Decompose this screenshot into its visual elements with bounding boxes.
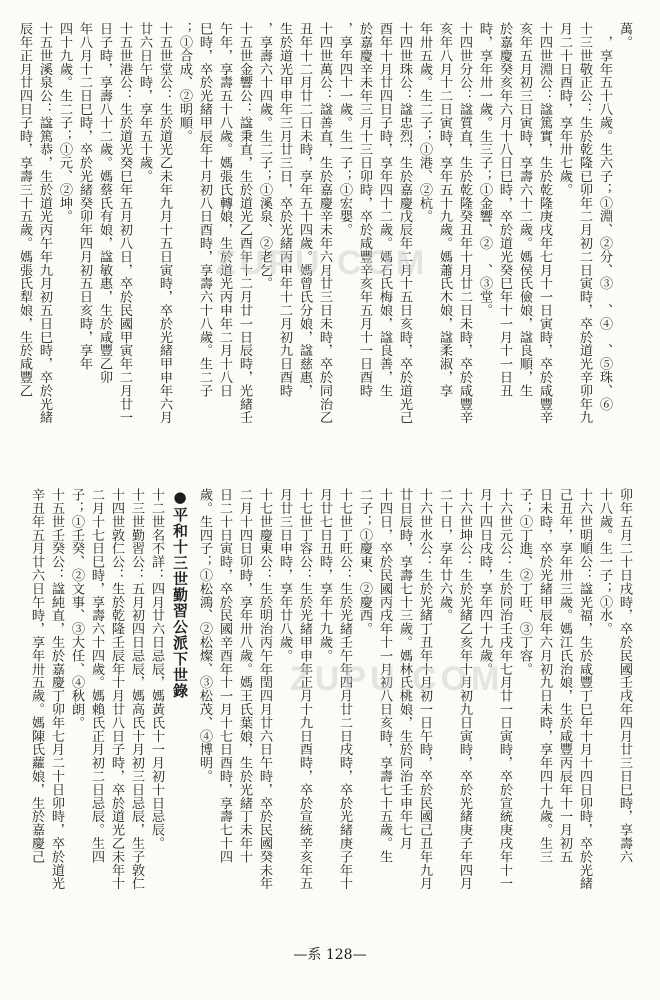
text-column: 十四世萬公：諡善直，生於嘉慶辛未年六月廿三日未時，卒於同治乙 bbox=[317, 22, 332, 424]
text-column: ，享年四十一歲。生一子；①宏嬰。 bbox=[337, 22, 352, 237]
text-column: 十五世堂公：生於道光乙未年九月十五日寅時，卒於光緒甲申年六月 bbox=[157, 22, 172, 424]
text-column: 日二十日寅時，卒於民國辛酉年十一月十七日酉時，享壽七十四 bbox=[217, 488, 232, 864]
text-column: 十七世丁容公：生於光緒甲申年正月十九日酉時，卒於宣統辛亥年五 bbox=[297, 488, 312, 890]
text-column: 十四世敦仁公：生於乾隆壬辰年十月廿八日子時，卒於道光乙未年十 bbox=[109, 488, 124, 890]
text-column: 子；①壬癸、②文事、③大任、④秋朗。 bbox=[69, 488, 84, 730]
text-column: 歲。生四子；①松鴻、②松燦、③松茂、④博明。 bbox=[197, 488, 212, 783]
text-column: 酉年十月廿四日子時，享年四十二歲。媽石氏梅娘，諡良善，生 bbox=[377, 22, 392, 398]
text-column: 十七世慶東公：生於明治丙午年閏四月廿六日午時，卒於民國癸未年 bbox=[257, 488, 272, 890]
text-column: 廿日辰時，享壽七十三歲。媽林氏桃娘，生於同治壬申年七月 bbox=[397, 488, 412, 850]
text-column: 十四世珠公：諡忠烈，生於嘉慶戊辰年二月十五日亥時，卒於道光己 bbox=[397, 22, 412, 424]
text-column: 生於道光甲申年三月廿三日，卒於光緒丙申年十二月初九日酉時 bbox=[277, 22, 292, 398]
upper-text-block bbox=[16, 22, 632, 457]
text-column: 年卅五歲。生二子；①港、②杭。 bbox=[417, 22, 432, 223]
text-column: 十五世壬癸公：諡純直，生於嘉慶丁卯年七月二十日卯時，卒於道光 bbox=[49, 488, 64, 890]
text-column: 時，享年卅一歲。生三子；①金響、② 、③堂。 bbox=[477, 22, 492, 317]
text-column: 萬。 bbox=[617, 22, 632, 49]
text-column: 十二世名不詳：四月廿六日忌辰，媽黃氏十一月初十日忌辰。 bbox=[149, 488, 164, 850]
text-column: 十五世港公：生於道光癸巳年五月初八日，卒於民國甲寅年二月廿一 bbox=[117, 22, 132, 424]
text-column: 日子時，享壽八十二歲。媽蔡氏有娘，諡敏惠，生於咸豐乙卯 bbox=[97, 22, 112, 384]
text-column: 十七世丁旺公：生於光緒壬午年四月廿二日戌時，卒於光緒庚子年十 bbox=[337, 488, 352, 890]
text-column: ，享壽六十四歲。生二子；①溪泉、②老乞。 bbox=[257, 22, 272, 290]
text-column: 丑年十二月廿二日未時，享年五十四歲。媽曾氏分娘，諡慈惠， bbox=[297, 22, 312, 398]
text-column: 十四世分公：諡質直，生於乾隆癸丑年十月廿二日未時，卒於咸豐辛 bbox=[457, 22, 472, 424]
text-column: ；①合成、②明順。 bbox=[177, 22, 192, 143]
text-column: 卯年五月二十日戌時，卒於民國壬戌年四月廿三日巳時，享壽六 bbox=[617, 488, 632, 864]
text-column: 年八月十二日巳時，卒於光緒癸卯年四月初五日亥時，享年 bbox=[77, 22, 92, 371]
text-column: 十三世勤習公：五月初四日忌辰，媽高氏十月初三日忌辰，生子敦仁 bbox=[129, 488, 144, 890]
text-column: 十五世溪泉公：諡篤恭，生於道光丙午年九月初五日巳時，卒於光緒 bbox=[37, 22, 52, 424]
text-column: 二月十四日卯時，享年卅八歲。媽王氏葉娘，生於光緒丁未年十 bbox=[237, 488, 252, 864]
text-column: 於嘉慶癸亥年六月十八日巳時，卒於道光癸巳年十一月十一日丑 bbox=[497, 22, 512, 398]
text-column: 月十四日戌時，享年四十九歲。 bbox=[477, 488, 492, 676]
watermark: ZUPU.COM bbox=[215, 244, 429, 282]
text-column: 午年，享壽五十八歲。媽張氏轉娘，生於道光丙申年二月十八日 bbox=[217, 22, 232, 398]
text-column: 巳時，卒於光緒甲辰年十月初八日酉時，享壽六十八歲。生二子 bbox=[197, 22, 212, 398]
text-column: 十六世水公：生於光緒丁丑年十月初一日午時，卒於民國己丑年九月 bbox=[417, 488, 432, 890]
text-column: 月二十日酉時，享年卅七歲。 bbox=[557, 22, 572, 197]
text-column: 月廿七日丑時，享年十九歲。 bbox=[317, 488, 332, 663]
text-column: 二十日，享年廿六歲。 bbox=[437, 488, 452, 622]
text-column: 於嘉慶辛未年三月十三日卯時，卒於咸豐辛亥年五月十一日酉時 bbox=[357, 22, 372, 398]
text-column: 亥年八月十二日寅時，享年五十九歲。媽蕭氏木娘，諡柔淑，享 bbox=[437, 22, 452, 398]
text-column: 四十九歲。生二子；①元、②坤。 bbox=[57, 22, 72, 223]
text-column: 辰年正月廿四日子時，享壽三十五歲。媽張氏犁娘，生於咸豐乙 bbox=[17, 22, 32, 398]
text-column: 二子；①慶東、②慶西。 bbox=[357, 488, 372, 636]
section-heading: ●平和十三世勤習公派下世錄 bbox=[171, 488, 189, 699]
page-number: —系 128— bbox=[293, 947, 367, 963]
text-column: 月廿三日申時，享年廿八歲。 bbox=[277, 488, 292, 663]
text-column: ，享年五十八歲。生六子；①淵、②分、③ 、④ 、⑤珠、⑥ bbox=[597, 22, 612, 411]
text-column: 十六世坤公：生於光緒乙亥年十月初九日寅時，卒於光緒庚子年四月 bbox=[457, 488, 472, 890]
text-column: 十六世元公：生於同治壬戌年七月廿一日寅時，卒於宣統庚戌年十一 bbox=[497, 488, 512, 890]
text-column: 十八歲。生一子；①水。 bbox=[597, 488, 612, 636]
text-column: 亥年五月初三日寅時，享壽六十二歲。媽侯氏儉娘，諡良順，生 bbox=[517, 22, 532, 398]
text-column: 十五世金響公：諡秉直，生於道光乙酉年十二月廿一日辰時，光緒壬 bbox=[237, 22, 252, 424]
text-column: 二月十七日巳時，享壽六十四歲。媽賴氏正月初二日忌辰。生四 bbox=[89, 488, 104, 864]
watermark: ZUPU.COM bbox=[290, 660, 504, 698]
text-column: 辛丑年五月廿六日午時，享年卅五歲。媽陳氏蘿娘，生於嘉慶己 bbox=[29, 488, 44, 864]
lower-text-block bbox=[28, 488, 632, 920]
text-column: 十四世淵公：諡篤實，生於乾隆庚戌年七月十一日寅時，卒於咸豐辛 bbox=[537, 22, 552, 424]
text-column: 己丑年，享年卅三歲。媽江氏治娘，生於咸豐丙辰年十一月初五 bbox=[557, 488, 572, 864]
text-column: 十六世明順公：諡光福，生於咸豐丁巳年十月十四日卯時，卒於光緒 bbox=[577, 488, 592, 890]
text-column: 子；①丁進、②丁旺、③丁容。 bbox=[517, 488, 532, 676]
text-column: 日未時，卒於光緒甲辰年六月初九日未時，享年四十九歲。生三 bbox=[537, 488, 552, 864]
text-column: 廿六日午時，享年五十歲。 bbox=[137, 22, 152, 183]
text-column: 十三世敬正公：生於乾隆已卯年二月初二日寅時，卒於道光辛卯年九 bbox=[577, 22, 592, 424]
text-column: 十四日，卒於民國丙戌年十一月初八日亥時，享壽七十五歲。生 bbox=[377, 488, 392, 864]
